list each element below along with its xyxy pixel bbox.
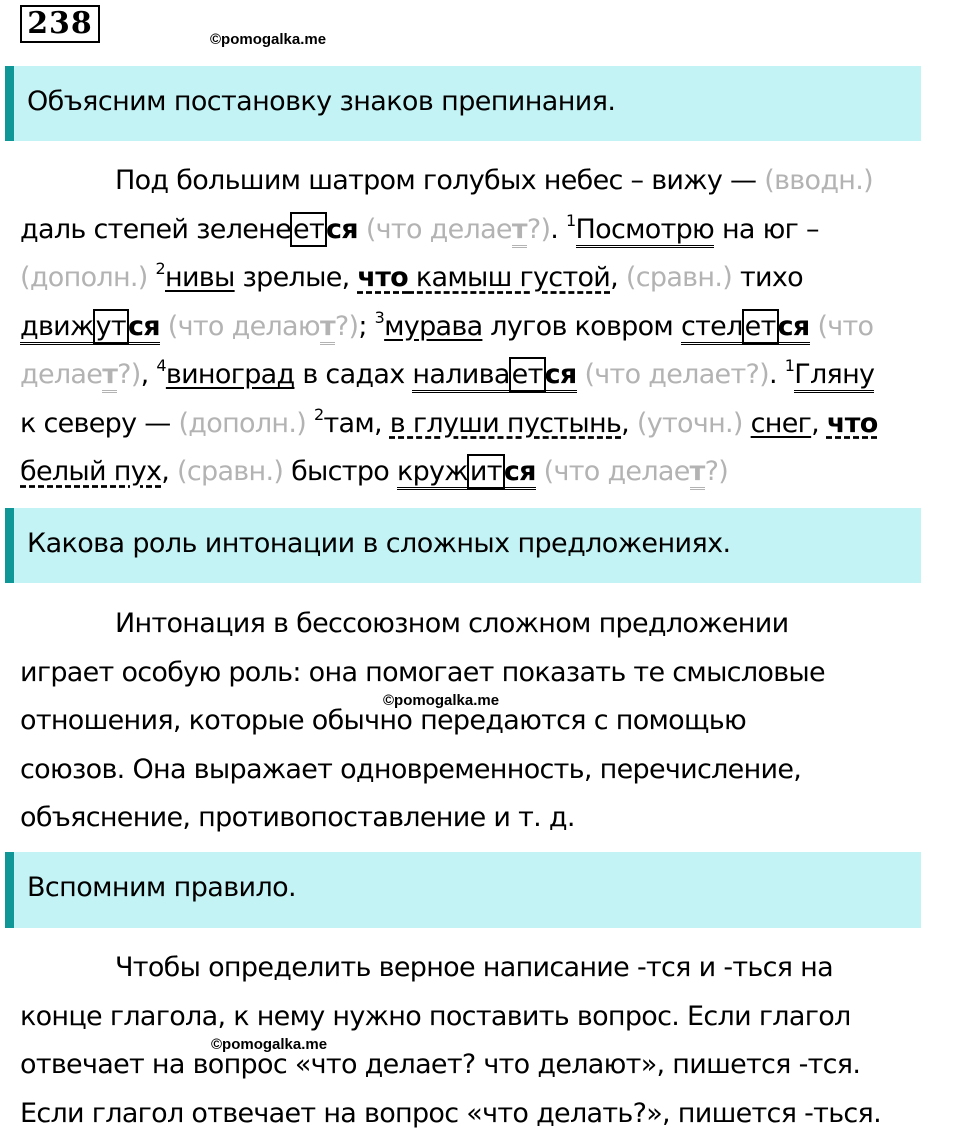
heading-text: Объясним постановку знаков препинания. [27,86,615,117]
text-line: объяснение, противопоставление и т. д. [20,794,955,843]
section-heading-intonation [5,508,921,583]
text-line: Чтобы определить верное написание -тся и -ться на [20,944,955,993]
text-line: Интонация в бессоюзном сложном предложении [20,600,955,649]
annotation: (дополн.) [20,262,156,293]
ending-box: ут [93,309,129,344]
text: зрелые, [235,262,358,293]
subject: мурава [384,311,482,342]
text: даль степей зелене [20,214,291,245]
text: Под большим шатром голубых небес – вижу — [115,165,764,196]
conjunction: что [357,262,408,293]
text-line: даль степей зеленеется (что делает?). $^1$Посмотрю на юг – [20,206,955,255]
clause-number: 4 [156,356,165,375]
text-line: союзов. Она выражает одновременность, перечисление, [20,746,955,795]
annotation: (сравн.) [177,456,283,487]
section-heading-punctuation [5,66,921,141]
annotation: (что делае [358,214,512,245]
conjunction: что [827,408,878,439]
watermark: ©pomogalka.me [383,692,499,709]
ending-box: ит [467,454,505,489]
subject: нивы [165,262,235,293]
section-heading-rule [5,852,921,928]
watermark: ©pomogalka.me [211,1036,327,1053]
annotation: (что делае [536,456,690,487]
text-line: отвечает на вопрос «что делает? что делают», пишется -тся. [20,1041,955,1090]
clause-number: 1 [785,356,794,375]
text: на юг – [714,214,819,245]
analysis-paragraph [20,157,955,497]
text-line: конце глагола, к нему нужно поставить вопрос. Если глагол [20,993,955,1042]
heading-text: Вспомним правило. [27,872,296,903]
annotation: (что делаю [160,311,320,342]
text-line [20,157,955,206]
text-line: (дополн.) $^2$нивы зрелые, что камыш густой, (сравн.) тихо [20,254,955,303]
task-number: 238 [20,5,100,43]
text-line: движутся (что делают?); $^3$мурава лугов ковром стелется (что [20,303,955,352]
annotation: (что [810,311,874,342]
ending-box: ет [742,309,779,344]
text-line: Если глагол отвечает на вопрос «что делать?», пишется -ться. [20,1090,955,1138]
annotation: (вводн.) [764,165,873,196]
annotation: (сравн.) [626,262,732,293]
clarification: в глуши пустынь [390,408,621,439]
clause-number: 2 [314,405,323,424]
subject: снег [751,408,812,439]
text-line: белый пух, (сравн.) быстро кружится (что делает?) [20,448,955,497]
ending-box: ет [509,357,546,392]
clause-number: 3 [375,308,384,327]
annotation: (уточн.) [637,408,751,439]
text: тихо [732,262,803,293]
clause-number: 1 [566,211,575,230]
annotation: (дополн.) [178,408,314,439]
annotation: делае [20,359,102,390]
clause-number: 2 [156,259,165,278]
heading-text: Какова роль интонации в сложных предложениях. [27,528,730,559]
rule-paragraph [20,944,955,1138]
annotation: т [512,214,527,248]
comparison: белый пух [20,456,161,487]
predicate: Гляну [794,359,874,393]
ending-box: ет [290,212,327,247]
text-line: отношения, которые обычно передаются с помощью [20,697,955,746]
predicate: Посмотрю [576,214,715,248]
intonation-paragraph [20,600,955,843]
suffix: ся [326,214,358,245]
subject: виноград [166,359,295,390]
text-line: играет особую роль: она помогает показать те смысловые [20,649,955,698]
comparison: камыш густой [408,262,610,293]
text-line: к северу — (дополн.) $^2$там, в глуши пустынь, (уточн.) снег, что [20,400,955,449]
watermark: ©pomogalka.me [210,31,326,48]
text-line: делает?), $^4$виноград в садах наливается (что делает?). $^1$Гляну [20,351,955,400]
